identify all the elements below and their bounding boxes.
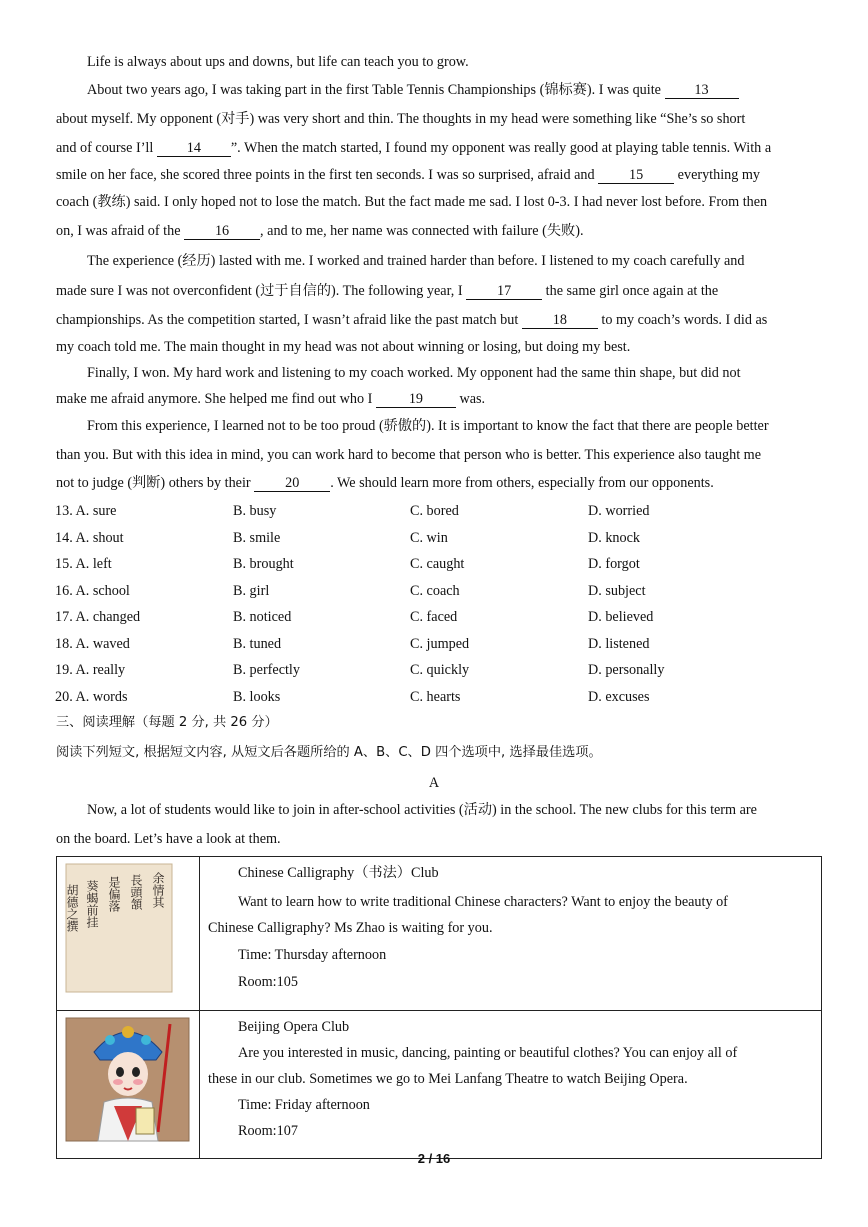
question-13-option-c: C. bored bbox=[410, 503, 459, 519]
paragraph-4-line-2: make me afraid anymore. She helped me find out who I 19 was. bbox=[56, 391, 486, 407]
question-19-option-d: D. personally bbox=[588, 662, 665, 678]
paragraph-1: Life is always about ups and downs, but life can teach you to grow. bbox=[87, 54, 469, 70]
club-time: Time: Friday afternoon bbox=[238, 1097, 370, 1113]
club-name: Beijing Opera Club bbox=[238, 1019, 350, 1035]
opera-image-cell bbox=[57, 1011, 200, 1159]
question-16-option-d: D. subject bbox=[588, 582, 646, 599]
calligraphy-column-2: 葵蝎前挂 bbox=[85, 880, 99, 928]
section-instruction: 阅读下列短文, 根据短文内容, 从短文后各题所给的 A、B、C、D 四个选项中, 选择最佳选项。 bbox=[56, 745, 602, 760]
club-description-line-2: these in our club. Sometimes we go to Mei Lanfang Theatre to watch Beijing Opera. bbox=[208, 1071, 688, 1087]
club-description-line-1: Are you interested in music, dancing, painting or beautiful clothes? You can enjoy all of bbox=[238, 1045, 738, 1061]
club-room: Room:107 bbox=[238, 1123, 298, 1139]
club-description-line-1: Want to learn how to write traditional Chinese characters? Want to enjoy the beauty of bbox=[238, 894, 728, 910]
paragraph-3-line-3: championships. As the competition started, I wasn’t afraid like the past match but 18 to my coach’s words. I did as bbox=[56, 312, 768, 328]
question-18-option-c: C. jumped bbox=[410, 635, 470, 652]
question-15-option-b: B. brought bbox=[233, 556, 294, 572]
blank-15: 15 bbox=[598, 167, 674, 184]
question-19-option-b: B. perfectly bbox=[233, 662, 300, 678]
paragraph-2-line-1: About two years ago, I was taking part in the first Table Tennis Championships (锦标赛). I was quite 13 bbox=[87, 80, 827, 100]
question-14-option-b: B. smile bbox=[233, 529, 281, 546]
blank-17: 17 bbox=[466, 283, 542, 300]
calligraphy-text-cell bbox=[200, 857, 822, 1011]
question-16-option-b: B. girl bbox=[233, 582, 270, 599]
club-name: Chinese Calligraphy（书法）Club bbox=[238, 865, 439, 881]
paragraph-5-line-1: From this experience, I learned not to be too proud (骄傲的). It is important to know the fact that there are people better bbox=[87, 418, 769, 434]
paragraph-2-line-5: coach (教练) said. I only hoped not to lose the match. But the fact made me sad. I lost 0-3. I had never lost before. From then bbox=[56, 194, 768, 210]
calligraphy-column-3: 是偏落 bbox=[107, 876, 121, 912]
question-13-option-b: B. busy bbox=[233, 503, 277, 519]
calligraphy-image bbox=[58, 858, 198, 1004]
paragraph-5-line-2: than you. But with this idea in mind, you can work hard to become that person who is better. This experience also taught me bbox=[56, 447, 762, 463]
question-15-option-a: 15. A. left bbox=[55, 556, 112, 572]
question-19-option-a: 19. A. really bbox=[55, 662, 126, 678]
paragraph-5-line-3: not to judge (判断) others by their 20 . We should learn more from others, especially from our opponents. bbox=[56, 475, 714, 491]
question-18-option-b: B. tuned bbox=[233, 635, 282, 652]
paragraph-2-line-3: and of course I’ll 14 ”. When the match started, I found my opponent was really good at playing table tennis. With a bbox=[56, 140, 772, 156]
calligraphy-image-cell bbox=[57, 857, 200, 1011]
calligraphy-column-5: 余情其 bbox=[151, 872, 165, 908]
question-20-option-d: D. excuses bbox=[588, 688, 650, 705]
blank-13: 13 bbox=[665, 82, 739, 99]
question-20-option-b: B. looks bbox=[233, 688, 281, 705]
page-number: 2 / 16 bbox=[417, 1151, 451, 1166]
question-17-option-a: 17. A. changed bbox=[55, 609, 141, 625]
club-room: Room:105 bbox=[238, 974, 298, 990]
passage-label: A bbox=[428, 775, 440, 791]
paragraph-3-line-4: my coach told me. The main thought in my head was not about winning or losing, but doing my best. bbox=[56, 339, 631, 355]
question-17-option-d: D. believed bbox=[588, 609, 654, 625]
opera-image bbox=[58, 1012, 198, 1152]
blank-20: 20 bbox=[254, 475, 330, 492]
section-heading: 三、阅读理解（每题 2 分, 共 26 分） bbox=[56, 715, 278, 730]
calligraphy-column-1: 胡德之撰 bbox=[65, 884, 79, 932]
question-20-option-c: C. hearts bbox=[410, 688, 461, 705]
question-19-option-c: C. quickly bbox=[410, 662, 470, 678]
calligraphy-column-4: 長頭頷 bbox=[129, 874, 143, 910]
intro-line-2: on the board. Let’s have a look at them. bbox=[56, 831, 281, 847]
paragraph-2-line-2: about myself. My opponent (对手) was very short and thin. The thoughts in my head were something like “She’s so short bbox=[56, 111, 746, 127]
paragraph-3-line-2: made sure I was not overconfident (过于自信的). The following year, I 17 the same girl once again at the bbox=[56, 283, 719, 299]
question-14-option-d: D. knock bbox=[588, 529, 641, 546]
question-17-option-b: B. noticed bbox=[233, 609, 292, 625]
club-row-calligraphy bbox=[57, 857, 822, 1011]
clubs-table bbox=[56, 856, 822, 1159]
question-16-option-a: 16. A. school bbox=[55, 582, 130, 599]
question-15-option-d: D. forgot bbox=[588, 556, 640, 572]
blank-14: 14 bbox=[157, 140, 231, 157]
question-13-option-d: D. worried bbox=[588, 503, 650, 519]
paragraph-2-line-4: smile on her face, she scored three points in the first ten seconds. I was so surprised, afraid and 15 everything my bbox=[56, 167, 761, 183]
club-row-opera bbox=[57, 1011, 822, 1159]
club-time: Time: Thursday afternoon bbox=[238, 947, 387, 963]
opera-text-cell bbox=[200, 1011, 822, 1159]
blank-19: 19 bbox=[376, 391, 456, 408]
question-15-option-c: C. caught bbox=[410, 556, 465, 572]
paragraph-4-line-1: Finally, I won. My hard work and listening to my coach worked. My opponent had the same thin shape, but did not bbox=[87, 365, 741, 381]
question-16-option-c: C. coach bbox=[410, 582, 460, 599]
question-18-option-a: 18. A. waved bbox=[55, 635, 130, 652]
blank-18: 18 bbox=[522, 312, 598, 329]
question-17-option-c: C. faced bbox=[410, 609, 458, 625]
club-description-line-2: Chinese Calligraphy? Ms Zhao is waiting for you. bbox=[208, 920, 493, 936]
paragraph-2-line-6: on, I was afraid of the 16 , and to me, her name was connected with failure (失败). bbox=[56, 223, 584, 239]
question-18-option-d: D. listened bbox=[588, 635, 650, 652]
question-14-option-a: 14. A. shout bbox=[55, 529, 124, 546]
question-13-option-a: 13. A. sure bbox=[55, 503, 117, 519]
intro-line-1: Now, a lot of students would like to join in after-school activities (活动) in the school. The new clubs for this term are bbox=[87, 802, 757, 818]
question-20-option-a: 20. A. words bbox=[55, 688, 128, 705]
blank-16: 16 bbox=[184, 223, 260, 240]
paragraph-3-line-1: The experience (经历) lasted with me. I worked and trained harder than before. I listened to my coach carefully and bbox=[87, 253, 745, 269]
question-14-option-c: C. win bbox=[410, 529, 448, 546]
